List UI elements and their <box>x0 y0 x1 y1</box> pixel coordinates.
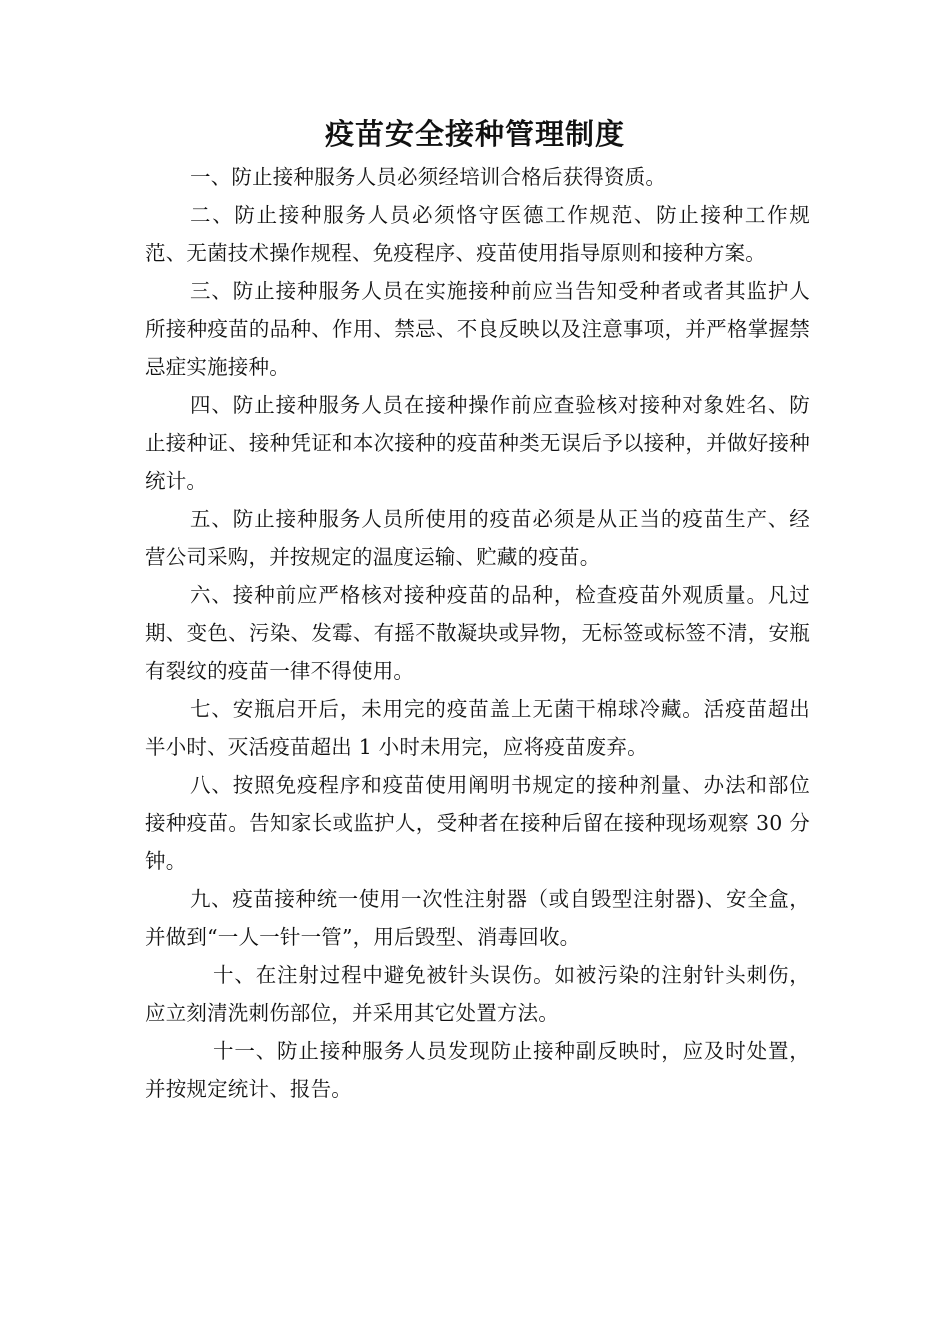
paragraph-1: 一、防止接种服务人员必须经培训合格后获得资质。 <box>190 165 667 189</box>
paragraph-6: 六、接种前应严格核对接种疫苗的品种，检查疫苗外观质量。凡过期、变色、污染、发霉、有摇不散凝块或异物，无标签或标签不清，安瓶有裂纹的疫苗一律不得使用。 <box>145 583 810 683</box>
paragraph-11: 十一、防止接种服务人员发现防止接种副反映时，应及时处置，并按规定统计、报告。 <box>145 1039 810 1101</box>
paragraph-5: 五、防止接种服务人员所使用的疫苗必须是从正当的疫苗生产、经营公司采购，并按规定的温度运输、贮藏的疫苗。 <box>145 507 810 569</box>
document-body <box>145 158 810 1108</box>
paragraph-3: 三、防止接种服务人员在实施接种前应当告知受种者或者其监护人所接种疫苗的品种、作用、禁忌、不良反映以及注意事项，并严格掌握禁忌症实施接种。 <box>145 279 810 379</box>
paragraph-8: 八、按照免疫程序和疫苗使用阐明书规定的接种剂量、办法和部位接种疫苗。告知家长或监护人，受种者在接种后留在接种现场观察 30 分钟。 <box>145 773 810 873</box>
paragraph-7: 七、安瓶启开后，未用完的疫苗盖上无菌干棉球冷藏。活疫苗超出半小时、灭活疫苗超出 1 小时未用完，应将疫苗废弃。 <box>145 697 810 759</box>
paragraph-4: 四、防止接种服务人员在接种操作前应查验核对接种对象姓名、防止接种证、接种凭证和本次接种的疫苗种类无误后予以接种，并做好接种统计。 <box>145 393 810 493</box>
paragraph-10: 十、在注射过程中避免被针头误伤。如被污染的注射针头刺伤，应立刻清洗刺伤部位，并采用其它处置方法。 <box>145 963 810 1025</box>
document-title: 疫苗安全接种管理制度 <box>324 117 625 151</box>
paragraph-2: 二、防止接种服务人员必须恪守医德工作规范、防止接种工作规范、无菌技术操作规程、免疫程序、疫苗使用指导原则和接种方案。 <box>145 203 810 265</box>
paragraph-9: 九、疫苗接种统一使用一次性注射器（或自毁型注射器)、安全盒，并做到“一人一针一管”，用后毁型、消毒回收。 <box>145 887 810 949</box>
